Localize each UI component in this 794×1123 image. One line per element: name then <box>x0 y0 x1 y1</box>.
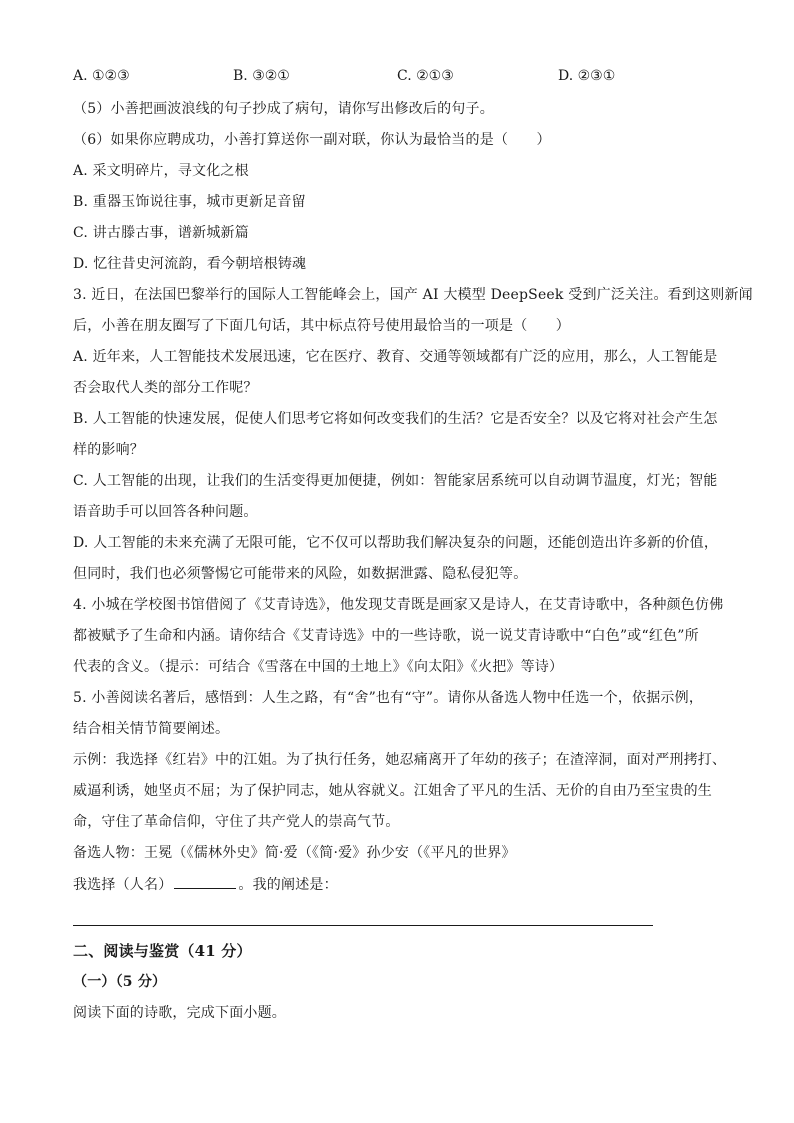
section-2-instruction: 阅读下面的诗歌，完成下面小题。 <box>73 1005 286 1021</box>
question-3-stem-line2: 后，小善在朋友圈写了下面几句话，其中标点符号使用最恰当的一项是（ ） <box>73 318 570 334</box>
question-3-option-c-line2: 语音助手可以回答各种问题。 <box>73 504 258 520</box>
question-5-example-line3: 命，守住了革命信仰，守住了共产党人的崇高气节。 <box>73 814 400 830</box>
question-4-line2: 都被赋予了生命和内涵。请你结合《艾青诗选》中的一些诗歌，说一说艾青诗歌中“白色”或“红色”所 <box>73 628 699 644</box>
question-3-option-b-line1: B. 人工智能的快速发展，促使人们思考它将如何改变我们的生活？它是否安全？以及它将对社会产生怎 <box>73 411 718 427</box>
option-d: D. ②③① <box>558 68 616 84</box>
question-4-line1: 4. 小城在学校图书馆借阅了《艾青诗选》，他发现艾青既是画家又是诗人，在艾青诗歌中，各种颜色仿佛 <box>73 597 724 613</box>
question-3-option-a-line1: A. 近年来，人工智能技术发展迅速，它在医疗、教育、交通等领域都有广泛的应用，那么，人工智能是 <box>73 349 718 365</box>
option-b: B. ③②① <box>233 68 290 84</box>
subquestion-6-option-c: C. 讲古滕古事，谱新城新篇 <box>73 225 249 241</box>
name-blank[interactable] <box>174 874 236 889</box>
question-5-answer-prompt <box>73 874 338 895</box>
question-3-option-d-line2: 但同时，我们也必须警惕它可能带来的风险，如数据泄露、隐私侵犯等。 <box>73 566 528 582</box>
subquestion-6: （6）如果你应聘成功，小善打算送你一副对联，你认为最恰当的是（ ） <box>73 132 551 148</box>
question-5-example-line2: 威逼利诱，她坚贞不屈；为了保护同志，她从容就义。江姐舍了平凡的生活、无价的自由乃至宝贵的生 <box>73 783 712 799</box>
question-3-stem-line1: 3. 近日，在法国巴黎举行的国际人工智能峰会上，国产 AI 大模型 DeepSeek 受到广泛关注。看到这则新闻 <box>73 287 753 303</box>
option-a: A. ①②③ <box>73 68 130 84</box>
answer-prefix: 我选择（人名） <box>73 877 173 893</box>
question-3-option-d-line1: D. 人工智能的未来充满了无限可能，它不仅可以帮助我们解决复杂的问题，还能创造出许多新的价值， <box>73 535 719 551</box>
question-4-line3: 代表的含义。（提示：可结合《雪落在中国的土地上》《向太阳》《火把》等诗） <box>73 659 564 675</box>
question-3-option-a-line2: 否会取代人类的部分工作呢？ <box>73 380 258 396</box>
option-c: C. ②①③ <box>397 68 454 84</box>
section-2-part-1: （一）（5 分） <box>73 974 167 990</box>
subquestion-5: （5）小善把画波浪线的句子抄成了病句，请你写出修改后的句子。 <box>73 101 494 117</box>
question-5-line2: 结合相关情节简要阐述。 <box>73 721 230 737</box>
question-5-example-line1: 示例：我选择《红岩》中的江姐。为了执行任务，她忍痛离开了年幼的孩子；在渣滓洞，面对严刑拷打、 <box>73 752 727 768</box>
section-2-title: 二、阅读与鉴赏（41 分） <box>73 942 252 960</box>
subquestion-6-option-b: B. 重器玉饰说往事，城市更新足音留 <box>73 194 306 210</box>
question-3-option-c-line1: C. 人工智能的出现，让我们的生活变得更加便捷，例如：智能家居系统可以自动调节温度，灯光；智能 <box>73 473 718 489</box>
answer-suffix: 。我的阐述是： <box>238 877 338 893</box>
question-5-line1: 5. 小善阅读名著后，感悟到：人生之路，有“舍”也有“守”。请你从备选人物中任选一个，依据示例， <box>73 690 704 706</box>
answer-line[interactable] <box>73 925 653 926</box>
question-5-candidates: 备选人物：王冕（《儒林外史》简·爱（《简·爱》孙少安（《平凡的世界》 <box>73 845 516 861</box>
subquestion-6-option-d: D. 忆往昔史河流韵，看今朝培根铸魂 <box>73 256 307 272</box>
subquestion-6-option-a: A. 采文明碎片，寻文化之根 <box>73 163 249 179</box>
question-3-option-b-line2: 样的影响？ <box>73 442 144 458</box>
